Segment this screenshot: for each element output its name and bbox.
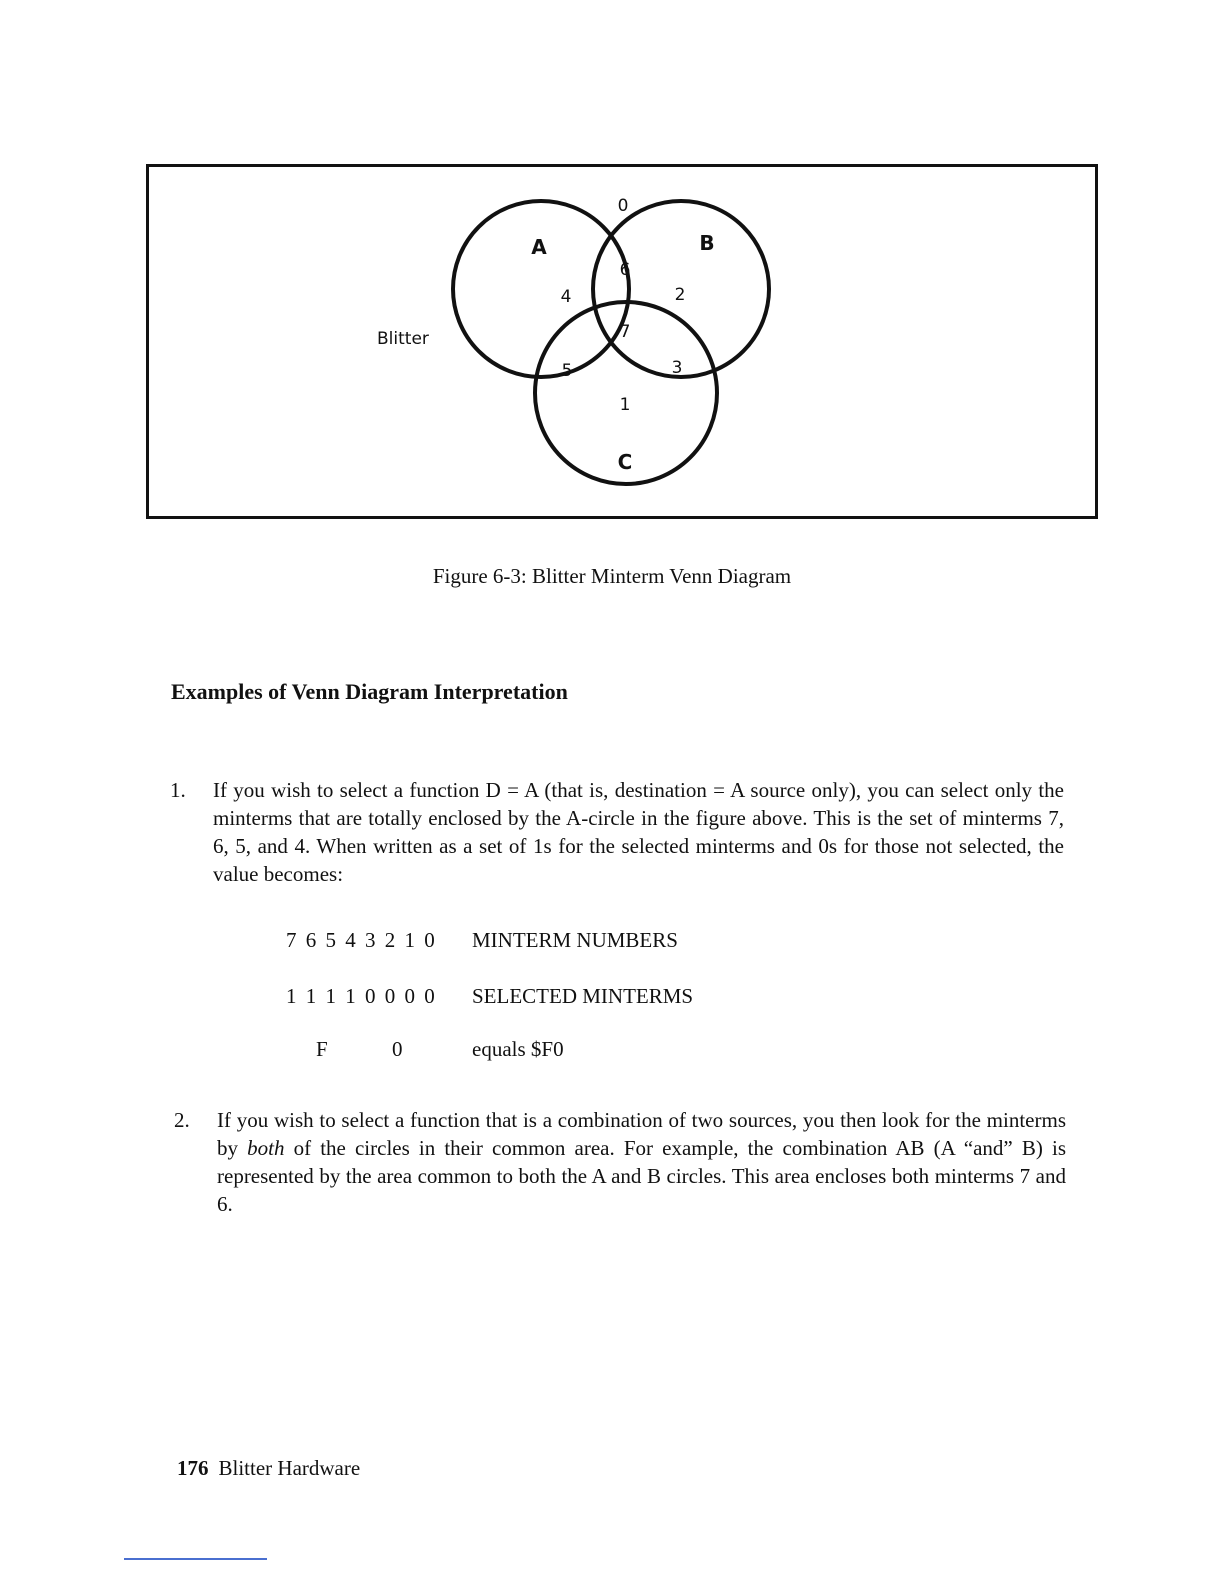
- section-heading: Examples of Venn Diagram Interpretation: [171, 679, 568, 704]
- circle-a: [453, 201, 629, 377]
- selected-minterms-label: SELECTED MINTERMS: [472, 984, 694, 1008]
- selected-bits: 1 1 1 1 0 0 0 0: [286, 984, 437, 1008]
- label-a: A: [531, 235, 547, 259]
- minterm-3: 3: [671, 358, 683, 378]
- list-number: 2.: [174, 1108, 190, 1132]
- label-c: C: [617, 450, 633, 474]
- venn-diagram: [149, 167, 1101, 522]
- minterm-numbers: 7 6 5 4 3 2 1 0: [286, 928, 437, 952]
- hex-high-nibble: F: [316, 1037, 328, 1061]
- list-number: 1.: [170, 778, 186, 802]
- minterm-6: 6: [619, 260, 631, 280]
- bottom-rule: [124, 1558, 267, 1560]
- chapter-title: Blitter Hardware: [218, 1456, 361, 1480]
- minterm-numbers-label: MINTERM NUMBERS: [472, 928, 678, 952]
- hex-low-nibble: 0: [392, 1037, 403, 1061]
- minterm-0: 0: [617, 196, 629, 216]
- minterm-4: 4: [560, 287, 572, 307]
- minterm-7: 7: [619, 322, 631, 342]
- minterm-2: 2: [674, 285, 686, 305]
- page-footer: [177, 1456, 360, 1481]
- minterm-5: 5: [561, 361, 573, 381]
- list-item-1: [170, 776, 1064, 888]
- figure-box: [146, 164, 1098, 519]
- figure-caption: Figure 6-3: Blitter Minterm Venn Diagram: [432, 564, 792, 588]
- list-item-2: [174, 1106, 1066, 1218]
- page-number: 176: [177, 1456, 209, 1480]
- emphasis-text: both: [247, 1136, 285, 1160]
- blitter-label: Blitter: [377, 329, 429, 349]
- list-text-part: If you wish to select a function that is a combination of two sources, you then look for the minterms by: [217, 1108, 1066, 1160]
- list-text-part: of the circles in their common area. For example, the combination AB (A “and” B) is represented by the area common to both the A and B circles. This area encloses both minterms 7 and 6.: [217, 1136, 1066, 1216]
- minterm-1: 1: [619, 395, 631, 415]
- hex-equals-label: equals $F0: [472, 1037, 564, 1061]
- label-b: B: [699, 231, 715, 255]
- list-text: If you wish to select a function D = A (that is, destination = A source only), you can select only the minterms that are totally enclosed by the A-circle in the figure above. This is the set of minterms 7, 6, 5, and 4. When written as a set of 1s for the selected minterms and 0s for those not selected, the value becomes:: [213, 778, 1064, 886]
- list-text: [217, 1106, 1066, 1218]
